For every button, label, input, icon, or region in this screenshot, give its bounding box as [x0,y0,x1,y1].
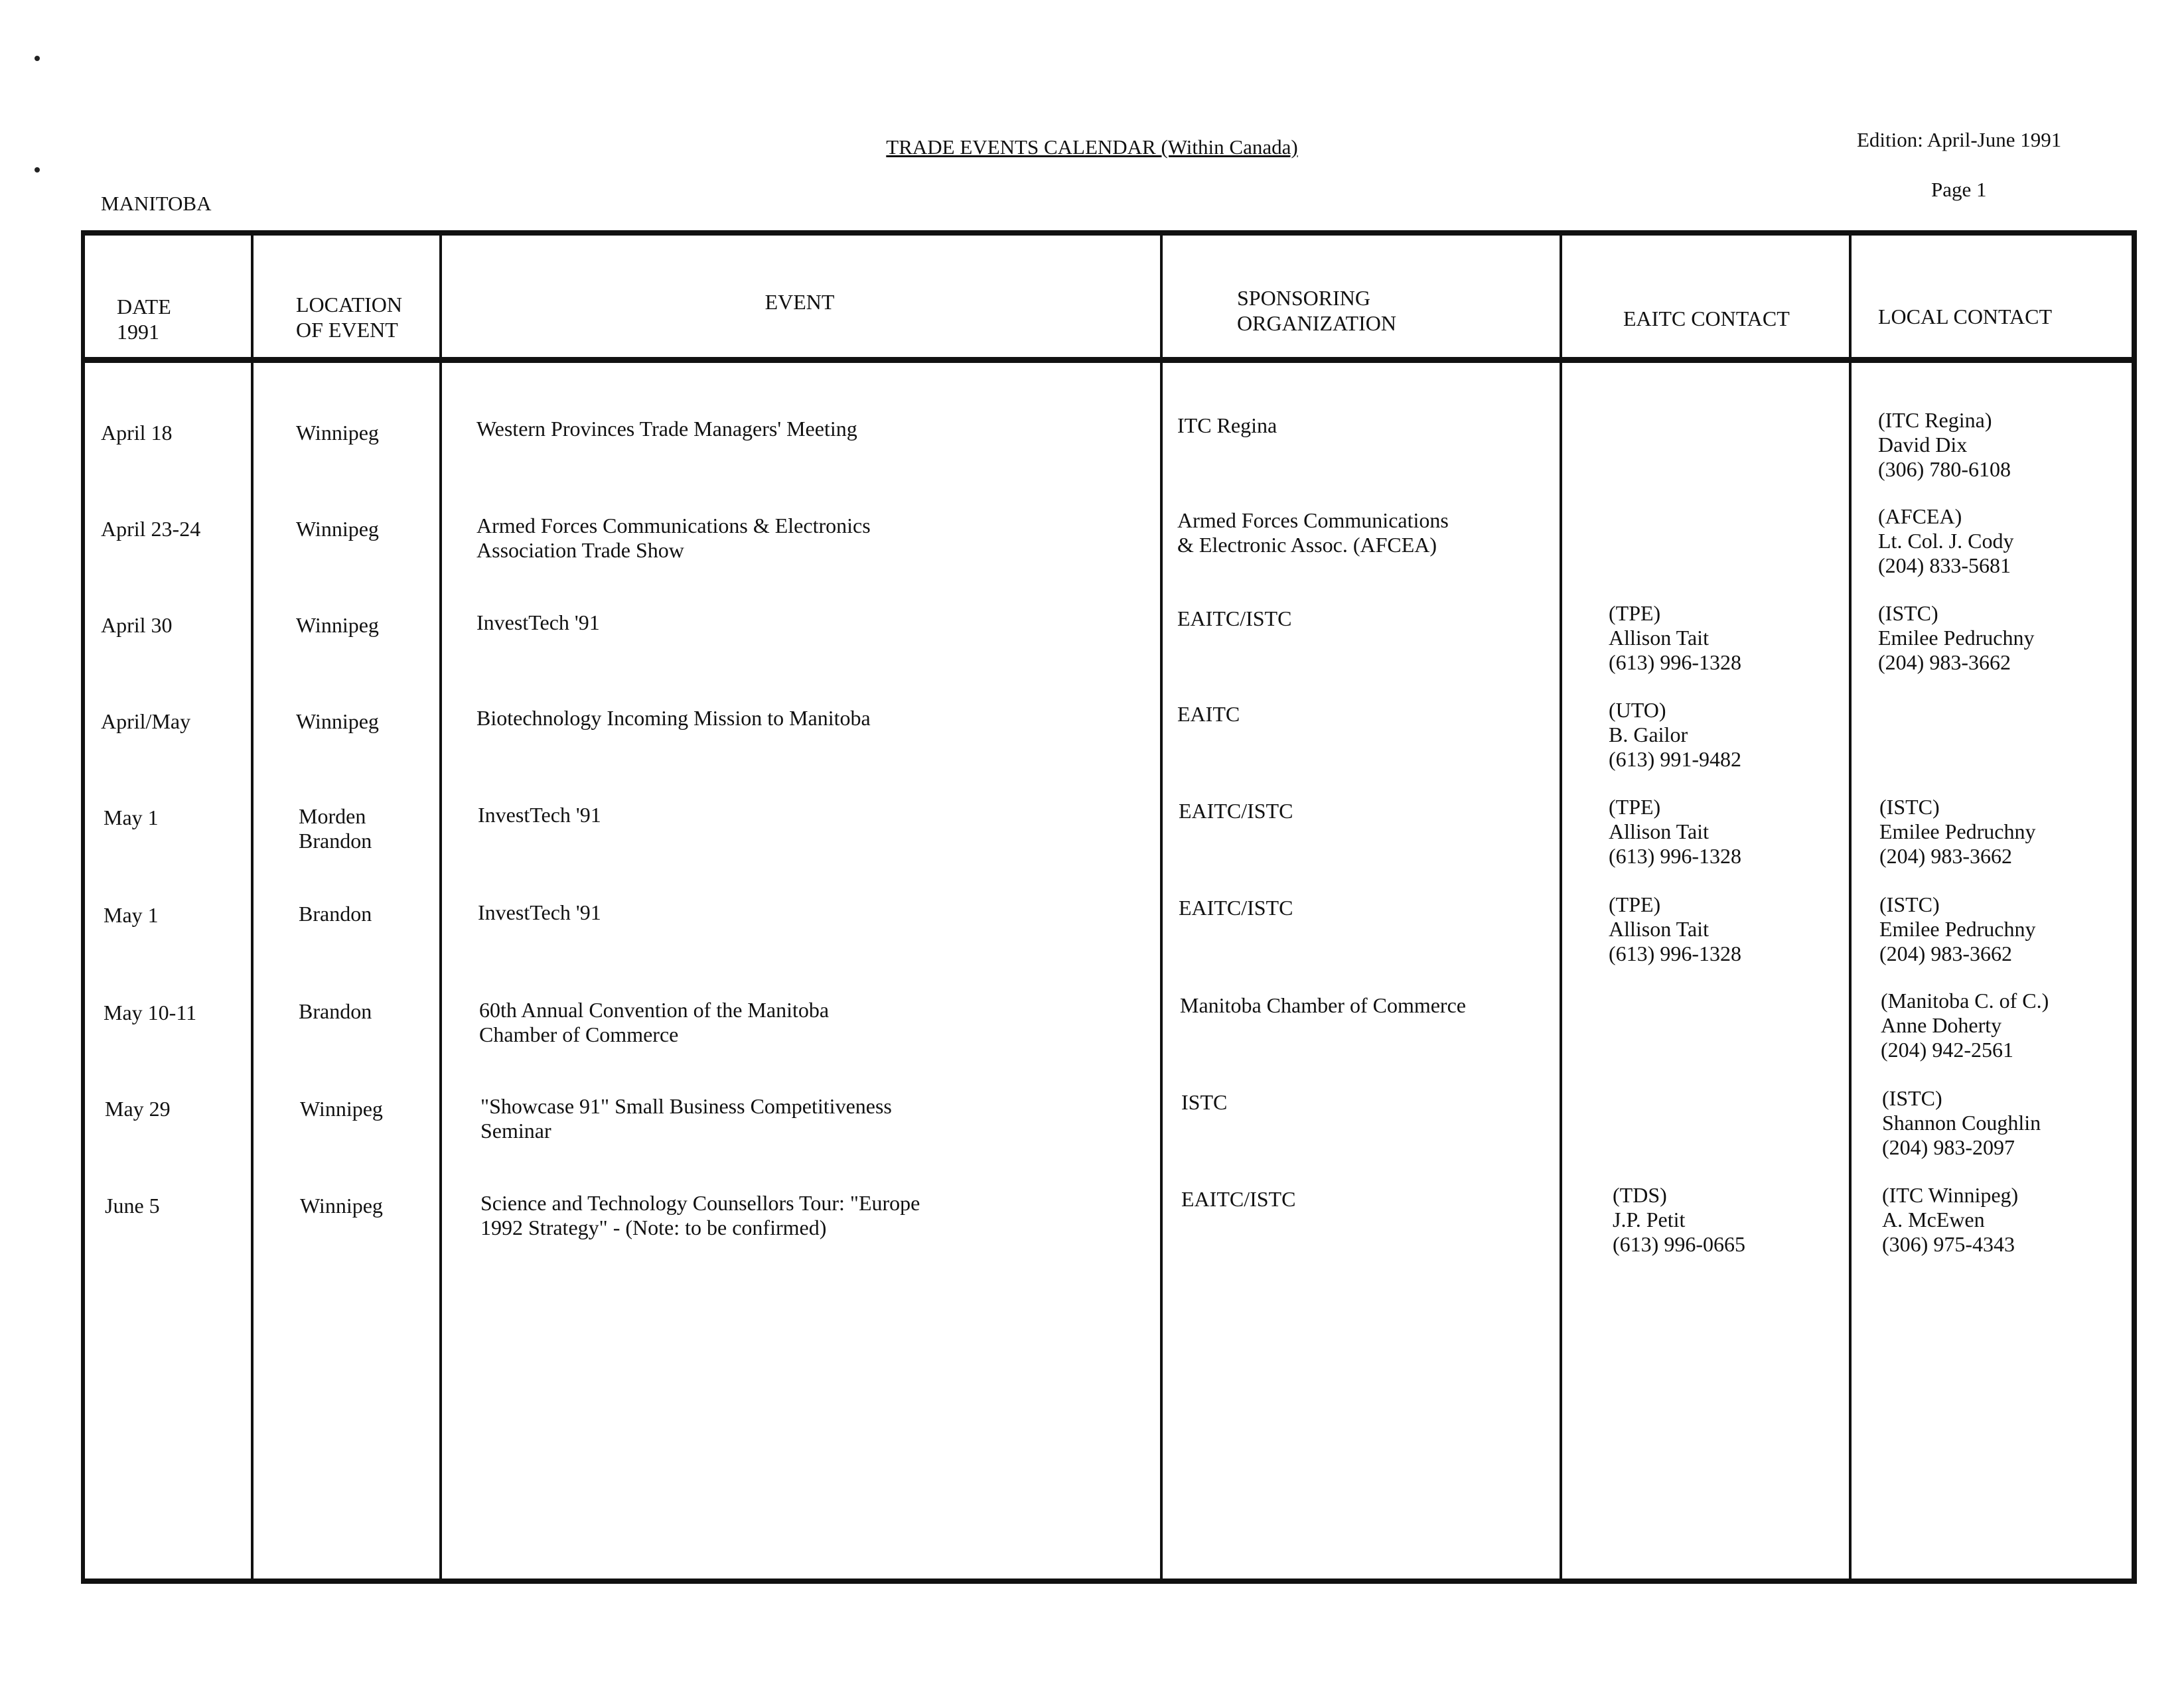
column-divider [251,236,254,1579]
cell-eaitc-contact: (UTO) B. Gailor (613) 991-9482 [1609,698,1741,771]
cell-sponsor: EAITC/ISTC [1177,606,1292,630]
cell-sponsor: ISTC [1181,1090,1228,1114]
cell-sponsor: Armed Forces Communications & Electronic Assoc. (AFCEA) [1177,508,1449,557]
cell-eaitc-contact: (TPE) Allison Tait (613) 996-1328 [1609,892,1741,965]
cell-sponsor: EAITC/ISTC [1179,896,1293,920]
cell-local-contact: (ISTC) Shannon Coughlin (204) 983-2097 [1882,1086,2041,1159]
cell-date: May 10-11 [104,1001,197,1024]
cell-date: April 30 [101,613,173,637]
column-header-local-contact: LOCAL CONTACT [1878,305,2053,328]
column-divider [1160,236,1163,1579]
cell-location: Brandon [299,999,372,1023]
edition-label: Edition: April-June 1991 [1857,128,2062,151]
cell-local-contact: (ITC Regina) David Dix (306) 780-6108 [1878,408,2011,481]
cell-date: May 1 [104,806,159,829]
cell-sponsor: EAITC/ISTC [1179,799,1293,823]
cell-location: Winnipeg [296,517,379,541]
calendar-table [81,230,2137,1584]
cell-date: June 5 [105,1194,160,1218]
cell-location: Winnipeg [296,613,379,637]
cell-date: April 23-24 [101,517,201,541]
cell-date: April/May [101,709,191,733]
column-header-event: EVENT [764,290,835,314]
cell-local-contact: (ISTC) Emilee Pedruchny (204) 983-3662 [1879,795,2036,868]
header-divider [81,357,2137,363]
cell-date: April 18 [101,421,173,445]
cell-local-contact: (ISTC) Emilee Pedruchny (204) 983-3662 [1878,601,2035,674]
cell-location: Winnipeg [296,709,379,733]
page-title: TRADE EVENTS CALENDAR (Within Canada) [886,135,1298,159]
cell-location: Winnipeg [300,1194,383,1218]
cell-event: Biotechnology Incoming Mission to Manitoba [476,706,871,730]
cell-local-contact: (ISTC) Emilee Pedruchny (204) 983-3662 [1879,892,2036,965]
column-header-sponsor: SPONSORING ORGANIZATION [1237,286,1396,335]
column-header-eaitc-contact: EAITC CONTACT [1623,307,1790,330]
cell-location: Winnipeg [300,1097,383,1121]
cell-event: Western Provinces Trade Managers' Meeting [476,417,857,441]
cell-eaitc-contact: (TPE) Allison Tait (613) 996-1328 [1609,795,1741,868]
column-divider [1849,236,1852,1579]
cell-event: Armed Forces Communications & Electronics Association Trade Show [476,514,871,562]
cell-local-contact: (AFCEA) Lt. Col. J. Cody (204) 833-5681 [1878,504,2014,577]
cell-sponsor: EAITC [1177,702,1240,726]
column-divider [1560,236,1562,1579]
cell-eaitc-contact: (TDS) J.P. Petit (613) 996-0665 [1613,1183,1745,1256]
cell-sponsor: EAITC/ISTC [1181,1187,1296,1211]
cell-event: InvestTech '91 [476,610,600,634]
cell-event: InvestTech '91 [478,803,601,827]
cell-eaitc-contact: (TPE) Allison Tait (613) 996-1328 [1609,601,1741,674]
margin-mark [35,167,40,173]
cell-local-contact: (Manitoba C. of C.) Anne Doherty (204) 942-2561 [1881,989,2049,1062]
cell-event: 60th Annual Convention of the Manitoba Chamber of Commerce [479,998,830,1046]
cell-sponsor: ITC Regina [1177,413,1277,437]
cell-date: May 29 [105,1097,171,1121]
cell-location: Morden Brandon [299,804,372,853]
cell-date: May 1 [104,903,159,927]
province-heading: MANITOBA [101,192,212,215]
cell-event: "Showcase 91" Small Business Competitiveness Seminar [480,1094,892,1143]
margin-mark [35,56,40,61]
column-divider [439,236,442,1579]
cell-location: Brandon [299,902,372,926]
column-header-date: DATE 1991 [117,295,171,344]
cell-sponsor: Manitoba Chamber of Commerce [1180,993,1466,1017]
cell-local-contact: (ITC Winnipeg) A. McEwen (306) 975-4343 [1882,1183,2019,1256]
cell-event: InvestTech '91 [478,900,601,924]
cell-event: Science and Technology Counsellors Tour: "Europe 1992 Strategy" - (Note: to be confirmed) [480,1191,920,1239]
cell-location: Winnipeg [296,421,379,445]
column-header-location: LOCATION OF EVENT [296,293,402,342]
page-number: Page 1 [1931,178,1987,201]
